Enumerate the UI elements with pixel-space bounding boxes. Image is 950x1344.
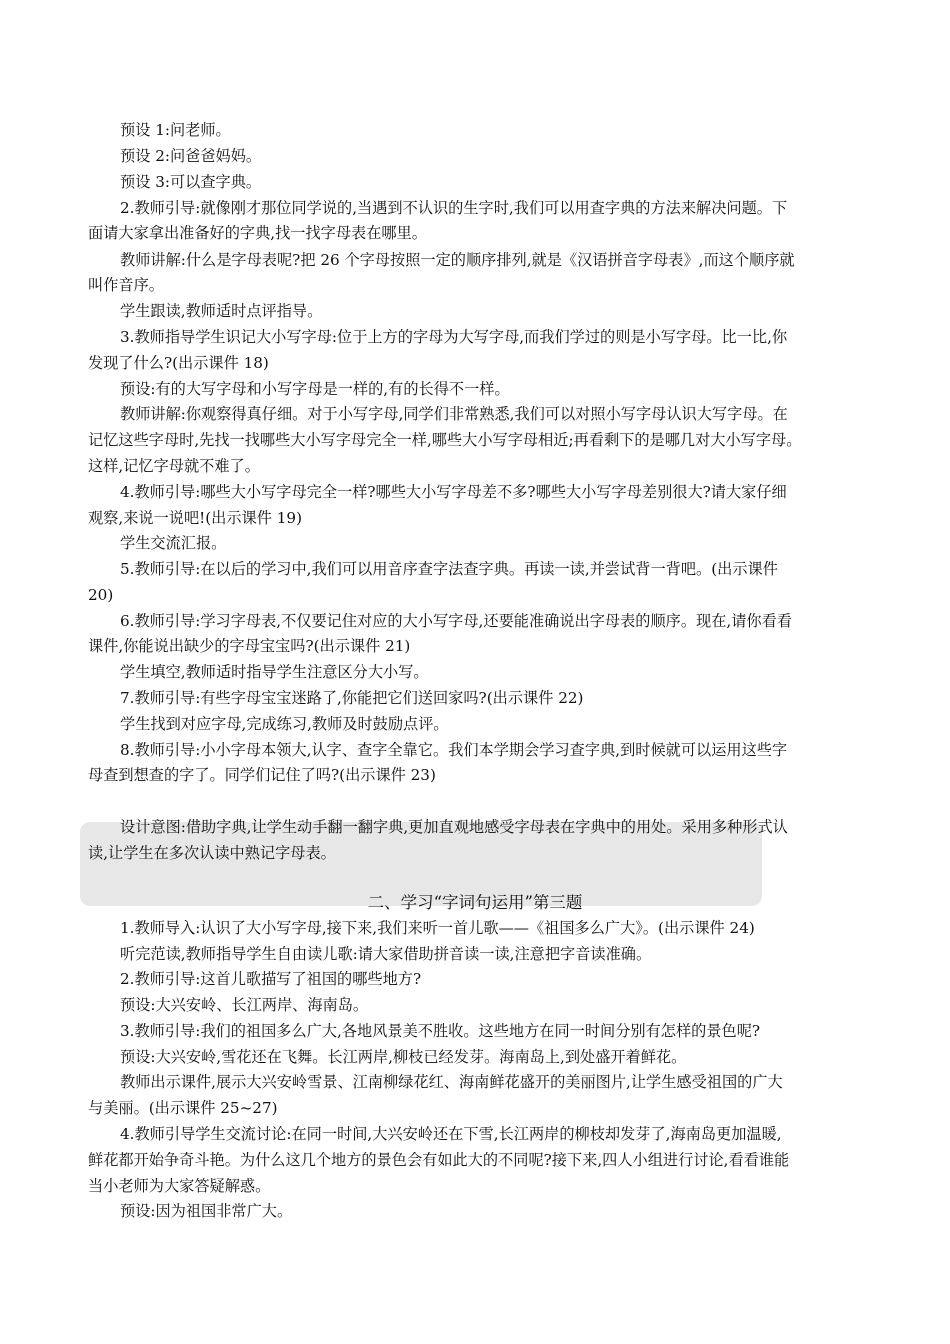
paragraph-line: 5.教师引导:在以后的学习中,我们可以用音序查字法查字典。再读一读,并尝试背一背吧。(出示课件: [120, 560, 778, 578]
paragraph-line: 听完范读,教师指导学生自由读儿歌:请大家借助拼音读一读,注意把字音读准确。: [120, 945, 652, 963]
paragraph-line: 预设:大兴安岭,雪花还在飞舞。长江两岸,柳枝已经发芽。海南岛上,到处盛开着鲜花。: [120, 1048, 687, 1066]
paragraph-line: 3.教师引导:我们的祖国多么广大,各地风景美不胜收。这些地方在同一时间分别有怎样的景色呢?: [120, 1022, 761, 1040]
paragraph-line: 学生填空,教师适时指导学生注意区分大小写。: [120, 663, 429, 681]
paragraph-line: 叫作音序。: [88, 276, 164, 294]
paragraph-line: 记忆这些字母时,先找一找哪些大小写字母完全一样,哪些大小写字母相近;再看剩下的是哪几对大小写字母。: [88, 431, 802, 449]
paragraph-line: 学生交流汇报。: [120, 534, 227, 552]
paragraph-line: 8.教师引导:小小字母本领大,认字、查字全靠它。我们本学期会学习查字典,到时候就可以运用这些字: [120, 741, 788, 759]
paragraph-line: 预设:因为祖国非常广大。: [120, 1202, 293, 1220]
paragraph-line: 课件,你能说出缺少的字母宝宝吗?(出示课件 21): [88, 637, 411, 655]
design-intent-line: 设计意图:借助字典,让学生动手翻一翻字典,更加直观地感受字母表在字典中的用处。采用多种形式认: [120, 818, 788, 836]
paragraph-line: 学生跟读,教师适时点评指导。: [120, 302, 323, 320]
paragraph-line: 2.教师引导:这首儿歌描写了祖国的哪些地方?: [120, 970, 422, 988]
paragraph-line: 4.教师引导:哪些大小写字母完全一样?哪些大小写字母差不多?哪些大小写字母差别很大?请大家仔细: [120, 483, 787, 501]
paragraph-line: 与美丽。(出示课件 25~27): [88, 1099, 278, 1117]
section-heading: 二、学习“字词句运用”第三题: [367, 893, 583, 912]
paragraph-line: 1.教师导入:认识了大小写字母,接下来,我们来听一首儿歌——《祖国多么广大》。(出示课件 24): [120, 919, 755, 937]
paragraph-line: 面请大家拿出准备好的字典,找一找字母表在哪里。: [88, 224, 427, 242]
paragraph-line: 这样,记忆字母就不难了。: [88, 457, 260, 475]
paragraph-line: 鲜花都开始争奇斗艳。为什么这几个地方的景色会有如此大的不同呢?接下来,四人小组进行讨论,看看谁能: [88, 1151, 790, 1169]
paragraph-line: 观察,来说一说吧!(出示课件 19): [88, 509, 302, 527]
paragraph-line: 3.教师指导学生识记大小写字母:位于上方的字母为大写字母,而我们学过的则是小写字母。比一比,你: [120, 328, 788, 346]
paragraph-line: 6.教师引导:学习字母表,不仅要记住对应的大小写字母,还要能准确说出字母表的顺序。现在,请你看看: [120, 612, 792, 630]
paragraph-line: 4.教师引导学生交流讨论:在同一时间,大兴安岭还在下雪,长江两岸的柳枝却发芽了,海南岛更加温暖,: [120, 1125, 782, 1143]
paragraph-line: 预设 1:问老师。: [120, 121, 231, 139]
paragraph-line: 学生找到对应字母,完成练习,教师及时鼓励点评。: [120, 715, 449, 733]
paragraph-line: 预设:大兴安岭、长江两岸、海南岛。: [120, 996, 369, 1014]
paragraph-line: 7.教师引导:有些字母宝宝迷路了,你能把它们送回家吗?(出示课件 22): [120, 689, 584, 707]
paragraph-line: 教师讲解:什么是字母表呢?把 26 个字母按照一定的顺序排列,就是《汉语拼音字母表》,而这个顺序就: [120, 251, 795, 269]
paragraph-line: 预设:有的大写字母和小写字母是一样的,有的长得不一样。: [120, 380, 510, 398]
paragraph-line: 发现了什么?(出示课件 18): [88, 354, 269, 372]
paragraph-line: 预设 3:可以查字典。: [120, 173, 262, 191]
paragraph-line: 预设 2:问爸爸妈妈。: [120, 147, 262, 165]
paragraph-line: 2.教师引导:就像刚才那位同学说的,当遇到不认识的生字时,我们可以用查字典的方法来解决问题。下: [120, 199, 788, 217]
paragraph-line: 母查到想查的字了。同学们记住了吗?(出示课件 23): [88, 766, 436, 784]
paragraph-line: 20): [88, 586, 114, 604]
paragraph-line: 教师出示课件,展示大兴安岭雪景、江南柳绿花红、海南鲜花盛开的美丽图片,让学生感受祖国的广大: [120, 1073, 783, 1091]
paragraph-line: 教师讲解:你观察得真仔细。对于小写字母,同学们非常熟悉,我们可以对照小写字母认识大写字母。在: [120, 405, 788, 423]
design-intent-line: 读,让学生在多次认读中熟记字母表。: [88, 844, 336, 862]
paragraph-line: 当小老师为大家答疑解惑。: [88, 1177, 271, 1195]
